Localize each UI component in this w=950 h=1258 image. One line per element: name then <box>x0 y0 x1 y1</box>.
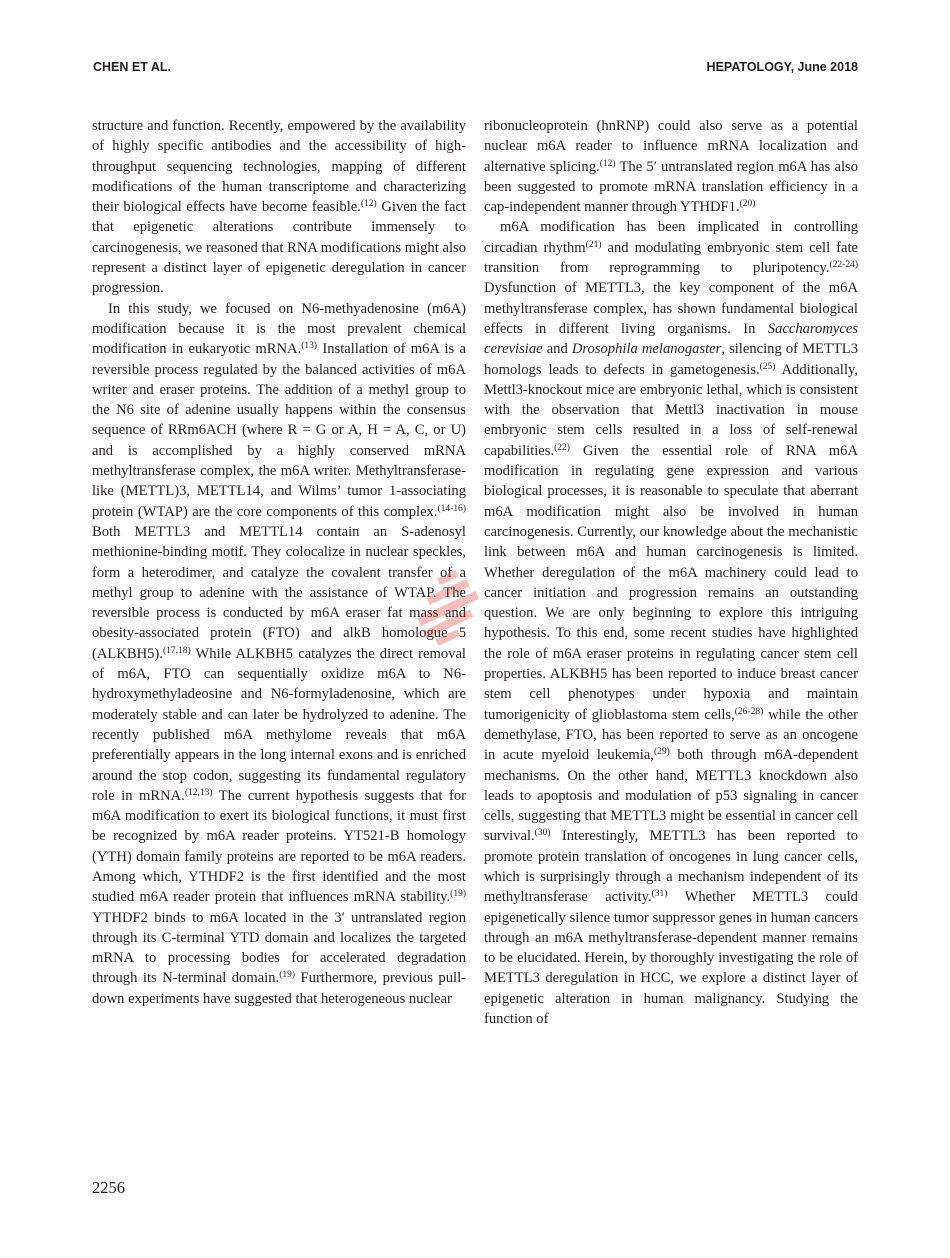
paragraph: m6A modification has been implicated in controlling circadian rhythm$^{(21)}$ and modulating embryonic stem cell fate transition from reprogramming to pluripotency.$^{(22-24)}$ Dysfunction of METTL3, the key component of the m6A methyltransferase complex, has shown fundamental biological effects in different living organisms. In Saccharomyces cerevisiae and Drosophila melanogaster, silencing of METTL3 homologs leads to defects in gametogenesis.$^{(25)}$ Additionally, Mettl3-knockout mice are embryonic lethal, which is consistent with the observation that Mettl3 inactivation in mouse embryonic stem cells resulted in a loss of self-renewal capabilities.$^{(22)}$ Given the essential role of RNA m6A modification in regulating gene expression and various biological processes, it is reasonable to speculate that aberrant m6A modification might also be involved in human carcinogenesis. Currently, our knowledge about the mechanistic link between m6A and human carcinogenesis is limited. Whether deregulation of the m6A machinery could lead to cancer initiation and progression remains an outstanding question. We are only beginning to explore this intriguing hypothesis. To this end, some recent studies have highlighted the role of m6A eraser proteins in regulating cancer stem cell properties. ALKBH5 has been reported to induce breast cancer stem cell phenotypes under hypoxia and maintain tumorigenicity of glioblastoma stem cells,$^{(26-28)}$ while the other demethylase, FTO, has been reported to serve as an oncogene in acute myeloid leukemia,$^{(29)}$ both through m6A-dependent mechanisms. On the other hand, METTL3 knockdown also leads to apoptosis and modulation of p53 signaling in cancer cells, suggesting that METTL3 might be essential in cancer cell survival.$^{(30)}$ Interestingly, METTL3 has been reported to promote protein translation of oncogenes in lung cancer cells, which is surprisingly through a mechanism independent of its methyltransferase activity.$^{(31)}$ Whether METTL3 could epigenetically silence tumor suppressor genes in human cancers through an m6A methyltransferase-dependent manner remains to be elucidated. Herein, by thoroughly investigating the role of METTL3 deregulation in HCC, we explore a distinct layer of epigenetic alteration in human malignancy. Studying the function of <box>484 219 859 1028</box>
running-head-journal: HEPATOLOGY, June 2018 <box>706 60 858 74</box>
paragraph: ribonucleoprotein (hnRNP) could also serve as a potential nuclear m6A reader to influence mRNA localization and alternative splicing.$^{(12)}$ The 5′ untranslated region m6A has also been suggested to promote mRNA translation efficiency in a cap-independent manner through YTHDF1.$^{(20)}$ <box>484 118 859 216</box>
page-number: 2256 <box>92 1178 125 1197</box>
stamp-logo-icon <box>408 570 488 650</box>
running-head <box>93 60 858 80</box>
running-head-authors: CHEN ET AL. <box>93 60 172 74</box>
left-column <box>92 116 466 1009</box>
right-column <box>484 116 858 1029</box>
paragraph: In this study, we focused on N6-methyadenosine (m6A) modification because it is the most prevalent chemical modification in eukaryotic mRNA.$^{(13)}$ Installation of m6A is a reversible process regulated by the balanced activities of m6A writer and eraser proteins. The addition of a methyl group to the N6 site of adenine usually happens within the consensus sequence of RRm6ACH (where R = G or A, H = A, C, or U) and is accomplished by a highly conserved mRNA methyltransferase complex, the m6A writer. Methyltransferase-like (METTL)3, METTL14, and Wilms’ tumor 1-associating protein (WTAP) are the core components of this complex.$^{(14-16)}$ Both METTL3 and METTL14 contain an S-adenosyl methionine-binding motif. They colocalize in nuclear speckles, form a heterodimer, and catalyze the covalent transfer of a methyl group to adenine with the assistance of WTAP. The reversible process is conducted by m6A eraser fat mass and obesity-associated protein (FTO) and alkB homologue 5 (ALKBH5).$^{(17,18)}$ While ALKBH5 catalyzes the direct removal of m6A, FTO can sequentially oxidize m6A to N6-hydroxymethyladeosine and N6-formyladenosine, which are moderately stable and can later be hydrolyzed to adenine. The recently published m6A methylome reveals that m6A preferentially appears in the long internal exons and is enriched around the stop codon, suggesting its fundamental regulatory role in mRNA.$^{(12,13)}$ The current hypothesis suggests that for m6A modification to exert its biological functions, it must first be recognized by m6A reader proteins. YT521-B homology (YTH) domain family proteins are reported to be m6A readers. Among which, YTHDF2 is the first identified and the most studied m6A reader protein that influences mRNA stability.$^{(19)}$ YTHDF2 binds to m6A located in the 3′ untranslated region through its C-terminal YTD domain and localizes the targeted mRNA to processing bodies for accelerated degradation through its N-terminal domain.$^{(19)}$ Furthermore, previous pull-down experiments have suggested that heterogeneous nuclear <box>92 300 466 1007</box>
paragraph: structure and function. Recently, empowered by the availability of highly specific antibodies and the accessibility of high-throughput sequencing technologies, mapping of different modifications of the human transcriptome and characterizing their biological effects have become feasible.$^{(12)}$ Given the fact that epigenetic alterations contribute immensely to carcinogenesis, we reasoned that RNA modifications might also represent a distinct layer of epigenetic deregulation in cancer progression. <box>92 118 467 297</box>
